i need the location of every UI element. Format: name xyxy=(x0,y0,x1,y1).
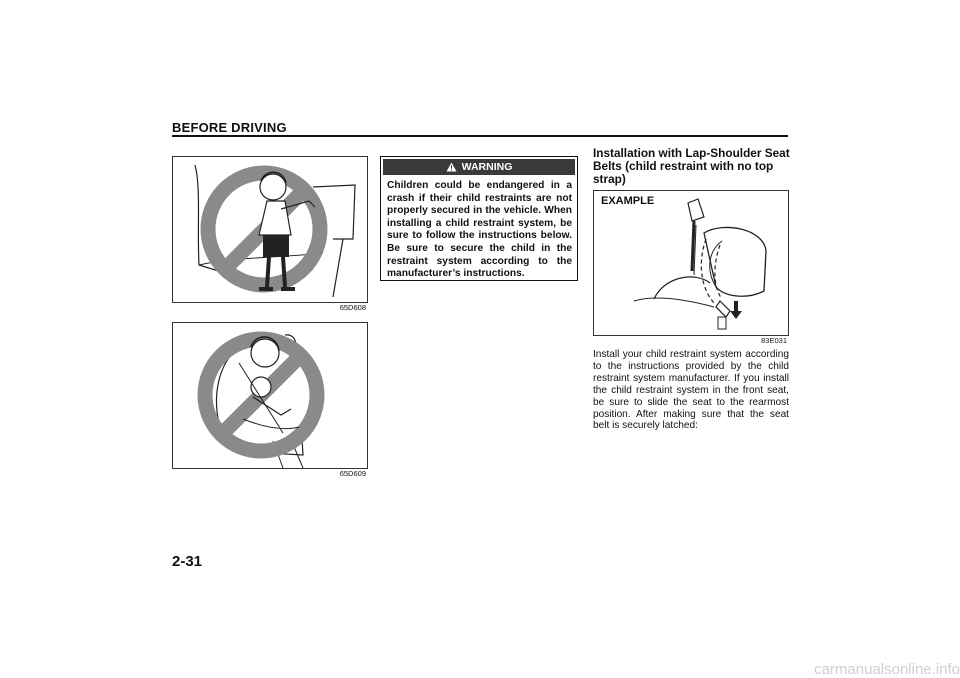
warning-box xyxy=(380,156,578,281)
watermark-text: carmanualsonline.info xyxy=(814,661,960,678)
figure-code: 65D609 xyxy=(339,469,366,478)
figure-code: 65D608 xyxy=(339,303,366,312)
prohibited-standing-child-icon xyxy=(173,157,367,302)
page-number: 2-31 xyxy=(172,553,203,570)
figure-child-seat xyxy=(593,190,789,336)
warning-header xyxy=(383,159,575,175)
figure-child-on-lap xyxy=(172,322,368,469)
figure-standing-child xyxy=(172,156,368,303)
child-seat-lap-shoulder-belt-icon xyxy=(594,191,788,335)
warning-label: WARNING xyxy=(461,161,513,173)
section-header-title: BEFORE DRIVING xyxy=(172,120,287,135)
section-body-text: Install your child restraint system according to the instructions provided by the child restraint system manufacturer. If you install the child restraint system in the front seat, be sure to slide the seat to the rearmost position. After making sure that the seat belt is securely latched: xyxy=(593,349,789,432)
figure-code: 83E031 xyxy=(761,336,787,345)
section-title: Installation with Lap-Shoulder Seat Belts (child restraint with no top strap) xyxy=(593,146,790,186)
header-rule xyxy=(172,135,788,137)
example-label: EXAMPLE xyxy=(601,195,655,207)
prohibited-child-on-lap-icon xyxy=(173,323,367,468)
warning-text: Children could be endangered in a crash if their child restraints are not properly secured in the vehicle. When installing a child restraint system, be sure to follow the instructions below. Be sure to secure the child in the restraint system according to the manufacturer’s instructions. xyxy=(387,180,572,280)
warning-triangle-icon xyxy=(446,162,457,172)
